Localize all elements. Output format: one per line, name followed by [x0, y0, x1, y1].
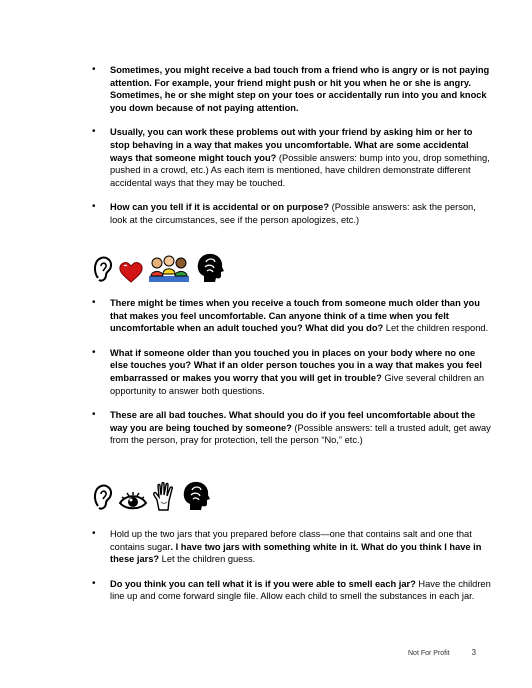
list-item	[92, 528, 492, 566]
icon-row-2	[92, 480, 212, 512]
footer-text: Not For Profit	[408, 650, 450, 657]
page-footer	[408, 648, 476, 657]
bold-text: What if someone older than you touched you in places on your body where no one else touches you? What if an older person touches you in a way that makes you feel embarrassed or makes you worry that you will get in trouble?	[110, 347, 482, 383]
ear-icon	[92, 254, 114, 284]
bullet-icon: •	[92, 297, 96, 308]
bullet-icon: •	[92, 201, 96, 213]
bullet-list-adult-touch	[92, 297, 492, 447]
bold-text: Do you think you can tell what it is if you were able to smell each jar?	[110, 578, 416, 589]
bullet-icon: •	[92, 346, 96, 358]
normal-text: (Possible answers: tell a trusted adult, get away from the person, pray for protection, tell the person “No,” etc.)	[110, 422, 491, 446]
icon-row-1	[92, 252, 226, 284]
children-group-icon	[148, 254, 190, 284]
list-item	[92, 578, 492, 603]
list-item	[92, 201, 492, 226]
bullet-list-jars	[92, 528, 492, 603]
normal-text: Let the children respond.	[383, 323, 489, 334]
heart-icon	[118, 260, 144, 284]
bold-text: . I have two jars with something white in it. What do you think I have in these jars?	[110, 541, 482, 565]
list-item	[92, 347, 492, 397]
bullet-icon: •	[92, 577, 96, 589]
head-profile-icon	[180, 480, 212, 512]
normal-text: Hold up the two jars that you prepared before class—one that contains salt and one that contains sugar	[110, 529, 472, 552]
normal-text: Give several children an opportunity to answer both questions.	[110, 372, 485, 396]
ear-icon	[92, 482, 114, 512]
bold-text: Usually, you can work these problems out with your friend by asking him or her to stop behaving in a way that makes you uncomfortable. What are some accidental ways that someone might touch you?	[110, 127, 473, 163]
normal-text: (Possible answers: bump into you, drop something, pushed in a crowd, etc.) As each item is mentioned, have children demonstrate different accidental ways that they may be touched.	[110, 152, 490, 188]
bold-text: There might be times when you receive a touch from someone much older than you that makes you feel uncomfortable. Can anyone think of a time when you felt uncomfortable when an adult touched you? What did you do?	[110, 298, 480, 334]
eye-icon	[118, 490, 148, 512]
hand-icon	[152, 482, 176, 512]
bold-text: How can you tell if it is accidental or on purpose?	[110, 202, 330, 213]
normal-text: Let the children guess.	[159, 554, 256, 565]
list-item	[92, 64, 492, 114]
bullet-icon: •	[92, 528, 96, 539]
normal-text: Have the children line up and come forward single file. Allow each child to smell the substances in each jar.	[110, 578, 491, 602]
bullet-icon: •	[92, 409, 96, 421]
head-profile-icon	[194, 252, 226, 284]
bullet-icon: •	[92, 64, 96, 75]
list-item	[92, 126, 492, 189]
bullet-list-accidental-touch	[92, 64, 492, 227]
normal-text: (Possible answers: ask the person, look at the circumstances, see if the person apologizes, etc.)	[110, 202, 476, 225]
bullet-icon: •	[92, 126, 96, 138]
bold-text: These are all bad touches. What should you do if you feel uncomfortable about the way you are being touched by someone?	[110, 410, 476, 433]
list-item	[92, 409, 492, 447]
bold-text: Sometimes, you might receive a bad touch from a friend who is angry or is not paying attention. For example, your friend might push or hit you when he or she is angry. Sometimes, he or she might step on your toes or accidentally run into you and knock you down because of not paying attention.	[110, 65, 490, 113]
list-item	[92, 297, 492, 335]
page-number: 3	[471, 648, 477, 657]
